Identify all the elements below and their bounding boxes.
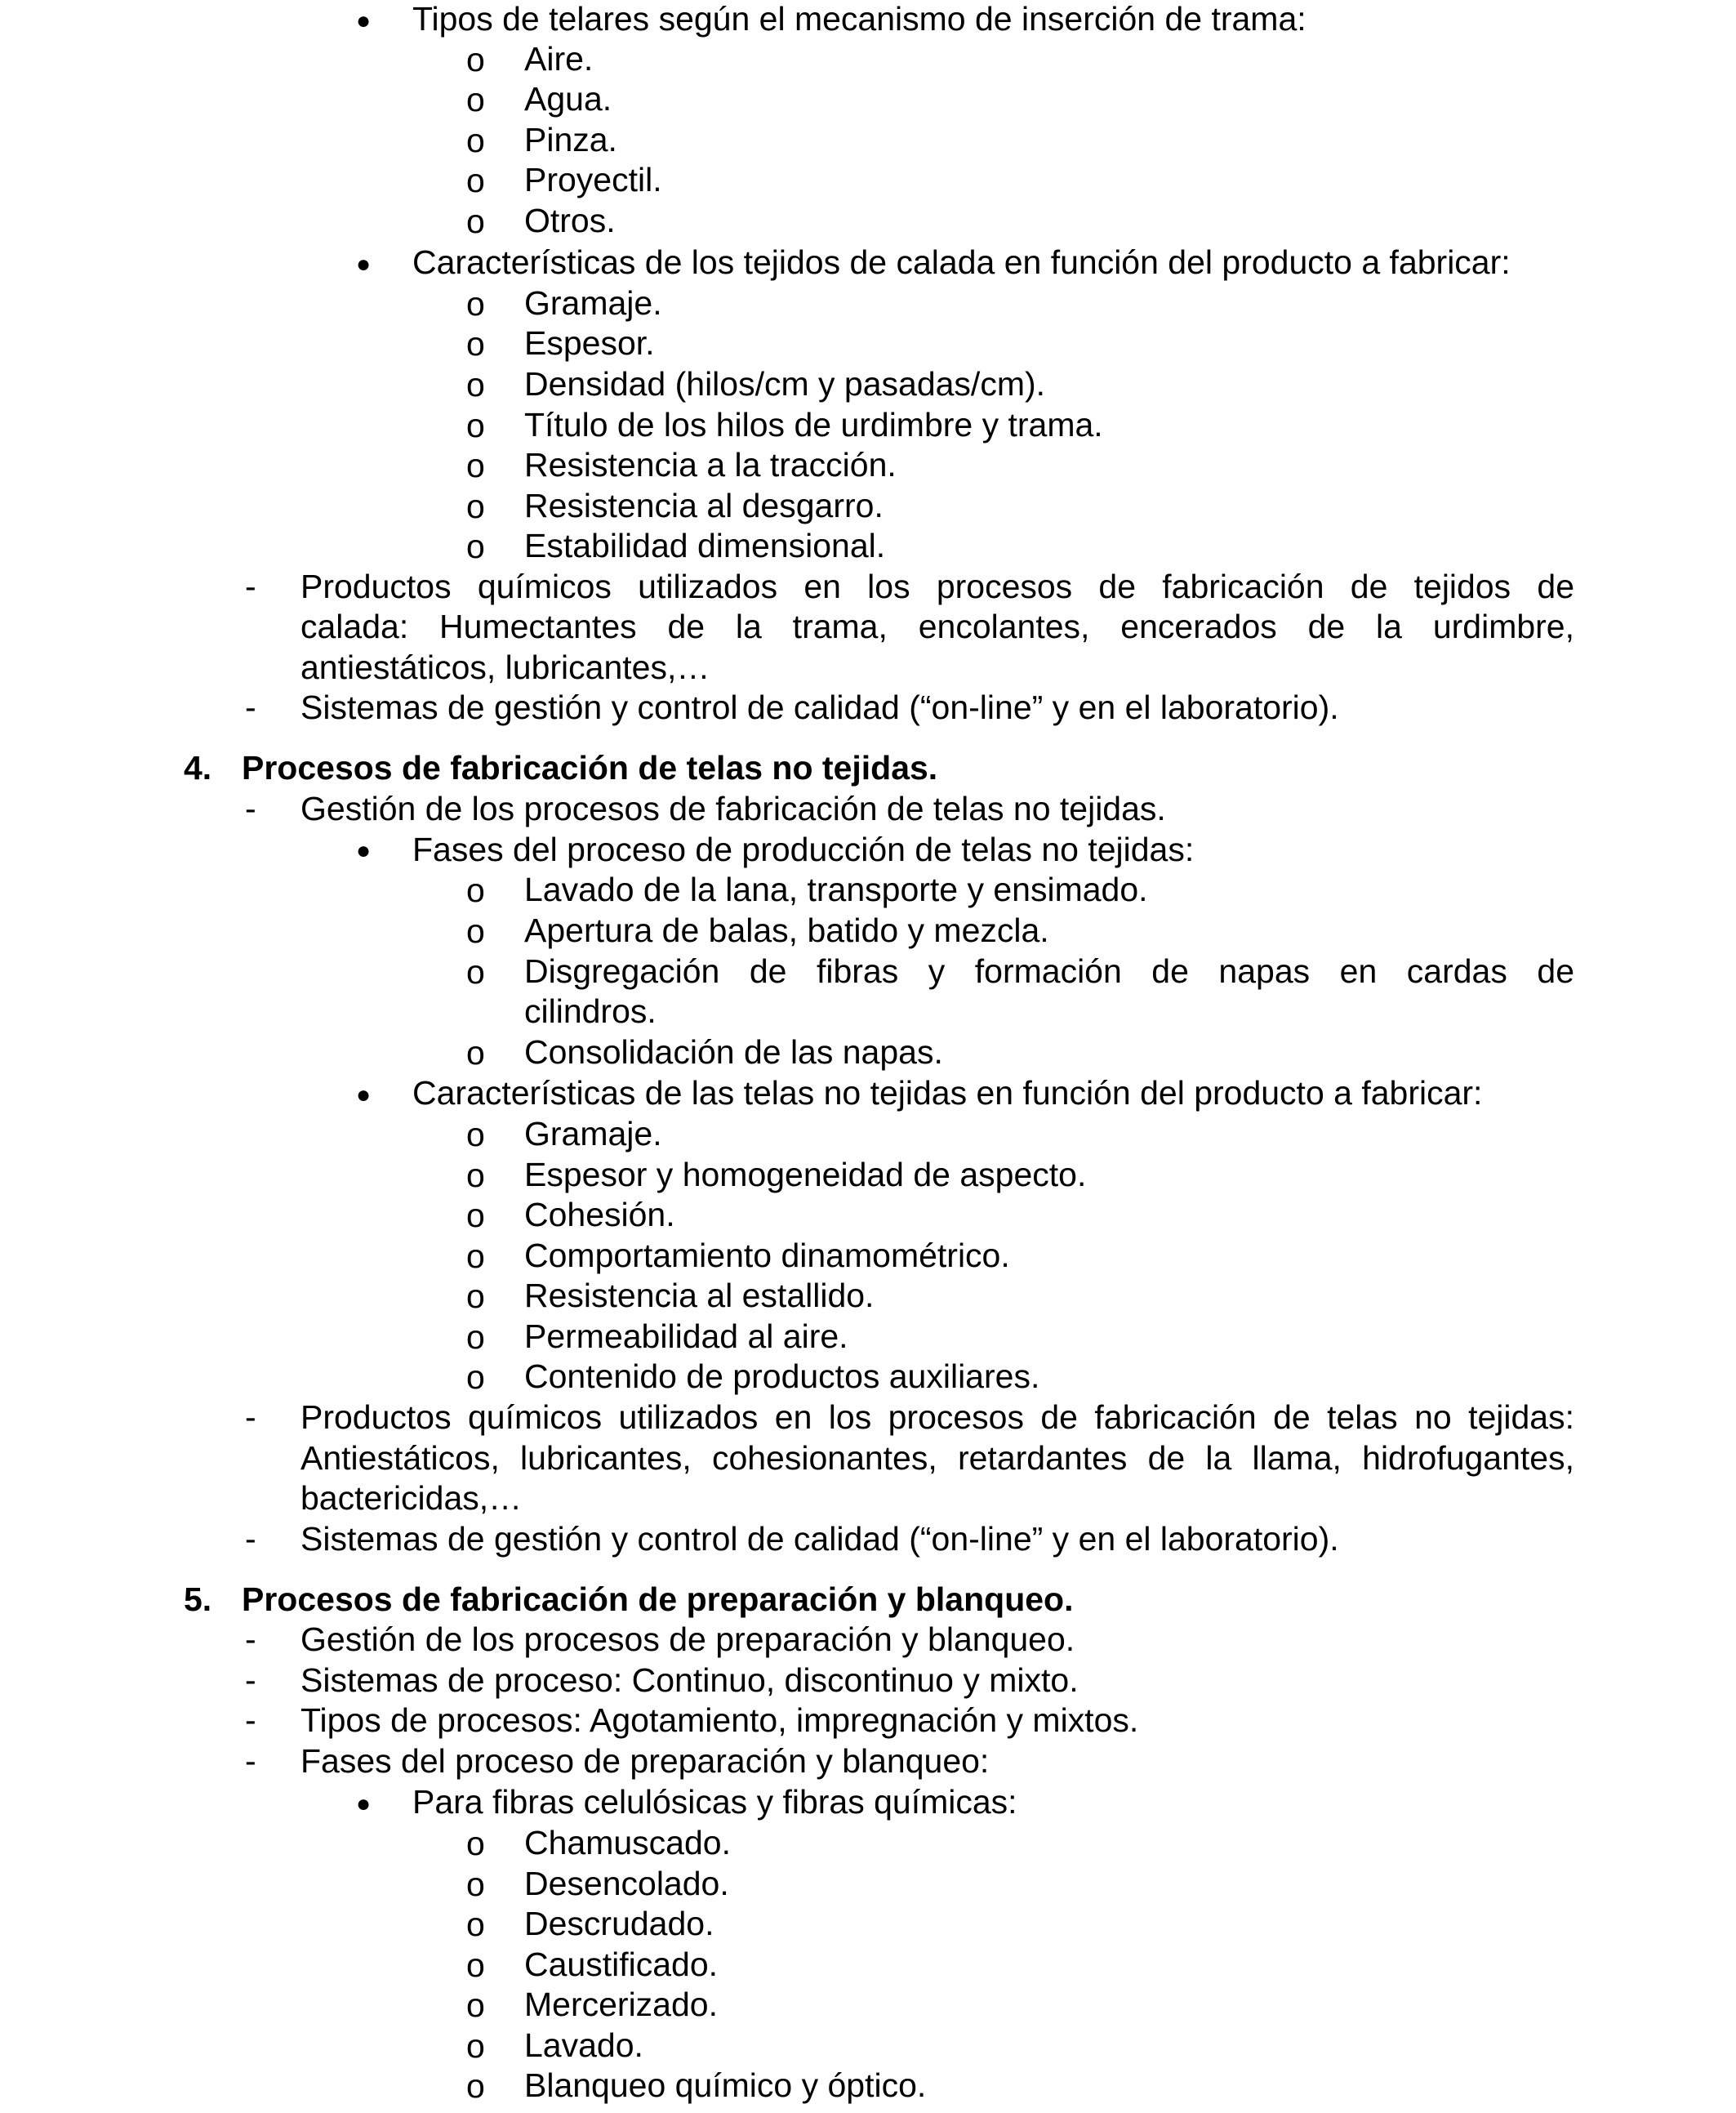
bullet-marker: ● (356, 251, 372, 278)
list-item: Pinza. (524, 121, 617, 158)
dash-chemicals-line: Productos químicos utilizados en los procesos de fabricación de telas no tejidas: (300, 1398, 1574, 1436)
circle-marker: o (466, 1237, 485, 1275)
circle-marker: o (466, 1318, 485, 1356)
list-item: Otros. (524, 202, 616, 239)
list-item: Caustificado. (524, 1946, 719, 1983)
circle-marker: o (466, 2067, 485, 2105)
list-item: Proyectil. (524, 161, 662, 198)
dash-marker: - (245, 1742, 256, 1780)
circle-marker: o (466, 203, 485, 240)
bullet-marker: ● (356, 1790, 372, 1817)
circle-marker: o (466, 912, 485, 950)
list-item: Espesor y homogeneidad de aspecto. (524, 1156, 1087, 1193)
circle-marker: o (466, 447, 485, 484)
circle-marker: o (466, 1358, 485, 1396)
list-item: Lavado de la lana, transporte y ensimado. (524, 871, 1148, 908)
circle-marker: o (466, 488, 485, 525)
list-item: Aire. (524, 40, 594, 78)
circle-marker: o (466, 1157, 485, 1194)
circle-marker: o (466, 1866, 485, 1903)
list-item: Densidad (hilos/cm y pasadas/cm). (524, 365, 1046, 403)
circle-marker: o (466, 1825, 485, 1862)
circle-marker: o (466, 81, 485, 118)
list-item: Chamuscado. (524, 1824, 731, 1861)
circle-marker: o (466, 162, 485, 199)
dash-quality: Sistemas de gestión y control de calidad (“on-line” y en el laboratorio). (300, 689, 1339, 726)
list-item: Cohesión. (524, 1196, 675, 1233)
circle-marker: o (466, 2027, 485, 2065)
dash-item: Gestión de los procesos de preparación y blanqueo. (300, 1620, 1075, 1658)
bullet-marker: ● (356, 7, 372, 34)
list-item: Permeabilidad al aire. (524, 1317, 848, 1355)
dash-marker: - (245, 1620, 256, 1658)
list-item: Desencolado. (524, 1865, 729, 1902)
circle-marker: o (466, 366, 485, 403)
list-item: Resistencia al desgarro. (524, 487, 884, 524)
circle-marker: o (466, 1116, 485, 1153)
bullet-phases: Fases del proceso de producción de telas no tejidas: (412, 831, 1195, 868)
dash-marker: - (245, 1520, 256, 1558)
circle-marker: o (466, 1197, 485, 1234)
circle-marker: o (466, 407, 485, 444)
dash-quality: Sistemas de gestión y control de calidad (“on-line” y en el laboratorio). (300, 1520, 1339, 1558)
bullet-woven-characteristics: Características de los tejidos de calada en función del producto a fabricar: (412, 243, 1511, 281)
section-number: 5. (184, 1580, 212, 1618)
dash-marker: - (245, 689, 256, 726)
dash-marker: - (245, 1701, 256, 1739)
list-item: Blanqueo químico y óptico. (524, 2066, 927, 2104)
circle-marker: o (466, 953, 485, 991)
circle-marker: o (466, 1946, 485, 1984)
list-item: Lavado. (524, 2026, 643, 2064)
circle-marker: o (466, 325, 485, 363)
list-item: Gramaje. (524, 1115, 662, 1152)
list-item: Título de los hilos de urdimbre y trama. (524, 406, 1103, 444)
dash-chemicals-line: bactericidas,… (300, 1479, 523, 1517)
circle-marker: o (466, 122, 485, 159)
bullet-marker: ● (356, 837, 372, 864)
bullet-characteristics: Características de las telas no tejidas en función del producto a fabricar: (412, 1074, 1483, 1112)
bullet-looms: Tipos de telares según el mecanismo de inserción de trama: (412, 0, 1306, 38)
dash-marker: - (245, 790, 256, 827)
list-item: Contenido de productos auxiliares. (524, 1357, 1040, 1395)
dash-item: Fases del proceso de preparación y blanqueo: (300, 1742, 990, 1780)
list-item: Espesor. (524, 324, 655, 362)
dash-item: Sistemas de proceso: Continuo, discontinuo y mixto. (300, 1661, 1079, 1699)
bullet-marker: ● (356, 1081, 372, 1108)
list-item: Comportamiento dinamométrico. (524, 1237, 1010, 1274)
circle-marker: o (466, 528, 485, 565)
section-title: Procesos de fabricación de preparación y blanqueo. (242, 1580, 1074, 1618)
list-item: Apertura de balas, batido y mezcla. (524, 912, 1049, 949)
list-item-continuation: cilindros. (524, 992, 657, 1030)
circle-marker: o (466, 872, 485, 909)
list-item: Mercerizado. (524, 1986, 718, 2023)
circle-marker: o (466, 41, 485, 78)
list-item: Disgregación de fibras y formación de napas en cardas de (524, 952, 1574, 990)
circle-marker: o (466, 1277, 485, 1315)
list-item: Descrudado. (524, 1905, 714, 1942)
section-title: Procesos de fabricación de telas no tejidas. (242, 749, 938, 787)
section-number: 4. (184, 749, 212, 787)
dash-chemicals-line: Antiestáticos, lubricantes, cohesionantes, retardantes de la llama, hidrofugantes, (300, 1439, 1574, 1477)
circle-marker: o (466, 285, 485, 323)
dash-chemicals-line: calada: Humectantes de la trama, encolantes, encerados de la urdimbre, (300, 608, 1574, 645)
list-item: Consolidación de las napas. (524, 1033, 943, 1071)
list-item: Agua. (524, 80, 612, 118)
list-item: Gramaje. (524, 284, 662, 322)
circle-marker: o (466, 1034, 485, 1072)
bullet-fibers: Para fibras celulósicas y fibras químicas: (412, 1783, 1017, 1821)
circle-marker: o (466, 1986, 485, 2024)
dash-chemicals-line: Productos químicos utilizados en los procesos de fabricación de tejidos de (300, 568, 1574, 605)
list-item: Estabilidad dimensional. (524, 527, 886, 564)
dash-marker: - (245, 568, 256, 605)
list-item: Resistencia a la tracción. (524, 446, 897, 484)
dash-marker: - (245, 1661, 256, 1699)
dash-chemicals-line: antiestáticos, lubricantes,… (300, 649, 710, 686)
circle-marker: o (466, 1906, 485, 1943)
dash-management: Gestión de los procesos de fabricación de telas no tejidas. (300, 790, 1166, 827)
dash-marker: - (245, 1398, 256, 1436)
list-item: Resistencia al estallido. (524, 1277, 875, 1314)
dash-item: Tipos de procesos: Agotamiento, impregnación y mixtos. (300, 1701, 1139, 1739)
